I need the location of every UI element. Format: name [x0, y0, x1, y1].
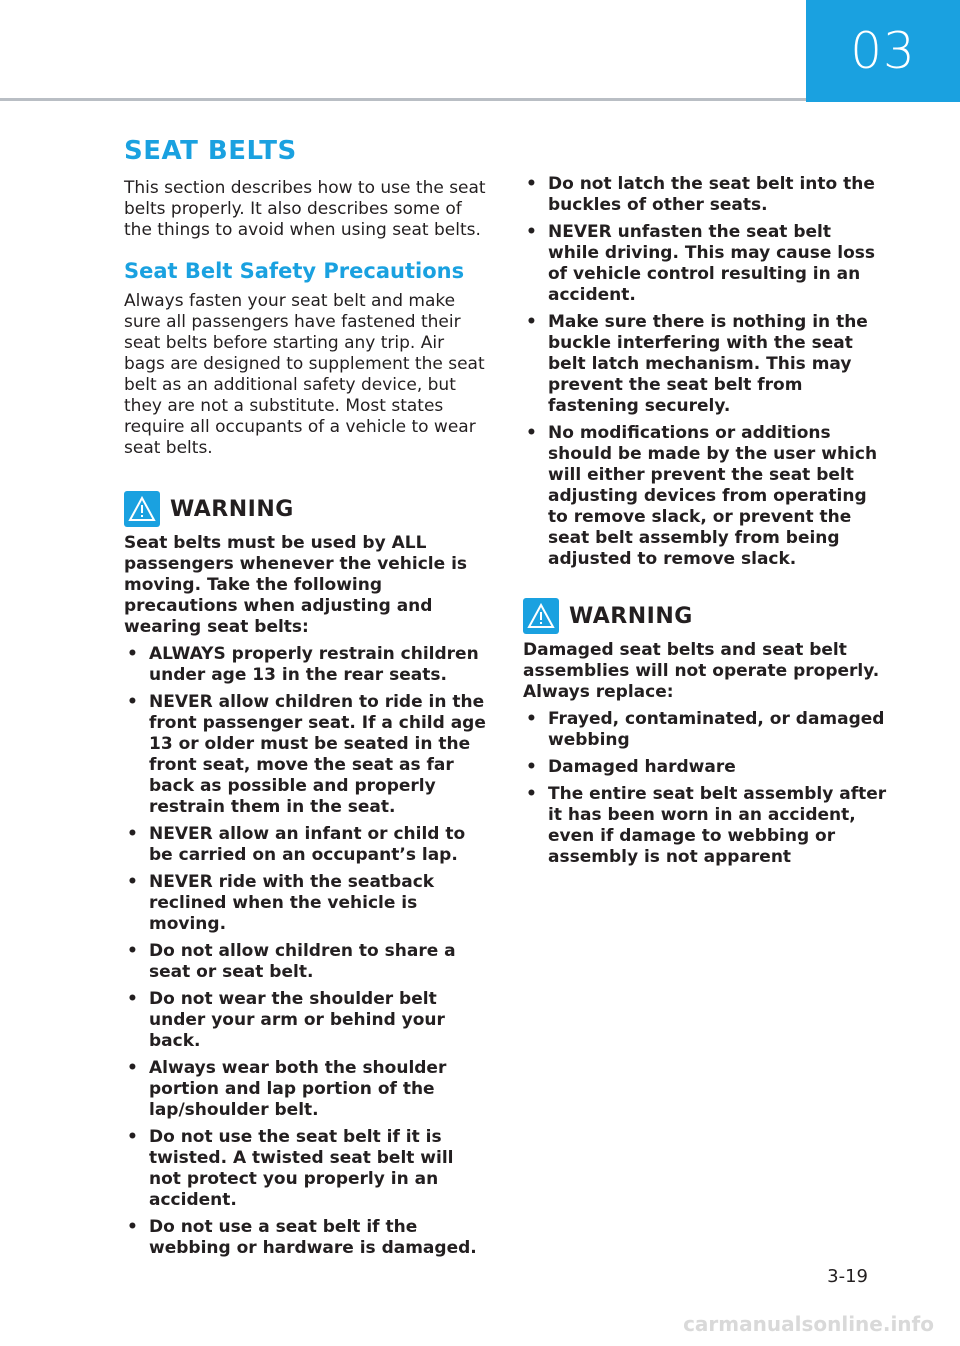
warning-header-2 [523, 598, 887, 634]
warning-list-2 [523, 709, 887, 868]
list-item: • The entire seat belt assembly after it has been worn in an accident, even if damage to webbing or assembly is not apparent [526, 784, 887, 867]
warning-title-1: WARNING [170, 496, 294, 522]
chapter-tab [806, 0, 960, 102]
list-item: • ALWAYS properly restrain children under age 13 in the rear seats. [127, 644, 479, 685]
left-column [124, 134, 486, 1265]
list-item: • Do not use a seat belt if the webbing or hardware is damaged. [127, 1217, 477, 1258]
watermark: carmanualsonline.info [683, 1312, 934, 1336]
list-item: • NEVER ride with the seatback reclined when the vehicle is moving. [127, 872, 435, 934]
warning-triangle-icon [523, 598, 559, 634]
list-item: • Do not wear the shoulder belt under your arm or behind your back. [127, 989, 445, 1051]
list-item: • Frayed, contaminated, or damaged webbing [526, 709, 885, 750]
list-item: • Do not latch the seat belt into the buckles of other seats. [526, 174, 875, 215]
list-item: • NEVER allow children to ride in the front passenger seat. If a child age 13 or older must be seated in the front seat, move the seat as far back as possible and properly restrain them in the seat. [127, 692, 486, 817]
section-title: SEAT BELTS [124, 136, 297, 166]
warning-list-1-continued [523, 174, 887, 570]
list-item: • NEVER unfasten the seat belt while driving. This may cause loss of vehicle control resulting in an accident. [526, 222, 876, 305]
page-number: 3-19 [827, 1266, 868, 1287]
warning-title-2: WARNING [569, 603, 693, 629]
list-item: • Do not allow children to share a seat or seat belt. [127, 941, 456, 982]
warning-triangle-icon [124, 491, 160, 527]
right-column [523, 134, 887, 874]
list-item: • NEVER allow an infant or child to be carried on an occupant’s lap. [127, 824, 466, 865]
list-item: • Damaged hardware [526, 757, 736, 777]
chapter-number: 03 [850, 22, 916, 80]
warning-intro-1: Seat belts must be used by ALL passengers whenever the vehicle is moving. Take the following precautions when adjusting and wearing seat belts: [124, 533, 468, 637]
list-item: • Always wear both the shoulder portion and lap portion of the lap/shoulder belt. [127, 1058, 447, 1120]
list-item: • No modifications or additions should be made by the user which will either prevent the seat belt adjusting devices from operating to remove slack, or prevent the seat belt assembly from being adjusted to remove slack. [526, 423, 878, 569]
warning-intro-2: Damaged seat belts and seat belt assemblies will not operate properly. Always replace: [523, 640, 880, 702]
list-item: • Do not use the seat belt if it is twisted. A twisted seat belt will not protect you properly in an accident. [127, 1127, 454, 1210]
list-item: • Make sure there is nothing in the buckle interfering with the seat belt latch mechanism. This may prevent the seat belt from fastening securely. [526, 312, 868, 416]
subsection-title: Seat Belt Safety Precautions [124, 259, 465, 283]
warning-list-1 [124, 644, 486, 1259]
header-rule [0, 98, 806, 101]
warning-header-1 [124, 491, 486, 527]
precautions-paragraph: Always fasten your seat belt and make sure all passengers have fastened their seat belts before starting any trip. Air bags are designed to supplement the seat belt as an additional safety device, but they are not a substitute. Most states require all occupants of a vehicle to wear seat belts. [124, 291, 485, 458]
intro-paragraph: This section describes how to use the seat belts properly. It also describes some of the things to avoid when using seat belts. [124, 178, 486, 240]
